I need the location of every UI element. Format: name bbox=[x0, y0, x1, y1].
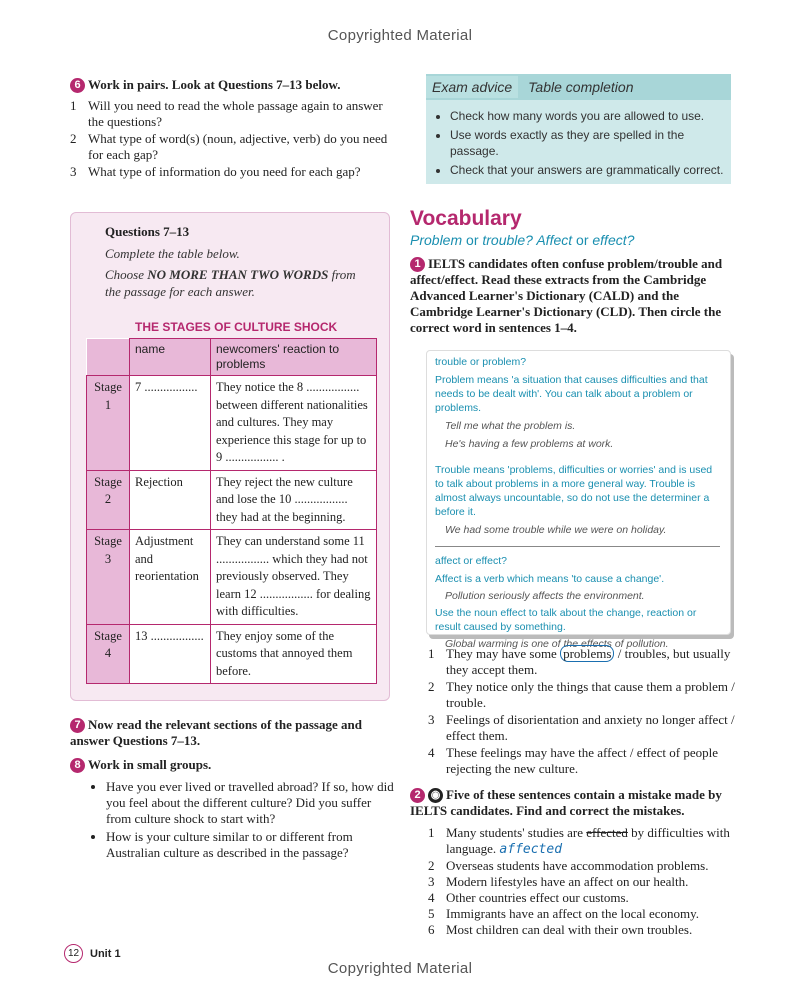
exam-advice-box bbox=[426, 74, 731, 184]
task-v1-heading: 1 IELTS candidates often confuse problem/trouble and affect/effect. Read these extracts from the Cambridge Advanced Learner's Dictionary (CALD) and the Cambridge Learner's Dictionary (CLD). Then circle the correct word in sentences 1–4. bbox=[410, 256, 723, 335]
dict-affect-def: Affect is a verb which means 'to cause a change'. bbox=[435, 573, 665, 585]
instruction-1: Complete the table below. bbox=[105, 246, 240, 261]
stage-cell: Stage 2 bbox=[87, 470, 130, 530]
task-8-bullets bbox=[70, 779, 395, 861]
dict-example: He's having a few problems at work. bbox=[445, 438, 614, 450]
list-item: 1 They may have some problems / troubles, but usually they accept them. bbox=[428, 646, 731, 677]
questions-box bbox=[70, 212, 390, 701]
circled-answer: problems bbox=[560, 645, 614, 662]
dict-heading-trouble: trouble or problem? bbox=[435, 356, 527, 368]
mistake-sentences bbox=[428, 825, 748, 938]
list-item: • Use words exactly as they are spelled in the passage. bbox=[450, 127, 731, 159]
column-header: newcomers' reaction to problems bbox=[211, 339, 377, 376]
reaction-cell: They notice the 8 ................. between different nationalities and cultures. They may experience this stage for up to 9 ................. . bbox=[211, 376, 377, 471]
dict-divider bbox=[435, 546, 720, 547]
task-6-heading: 6 Work in pairs. Look at Questions 7–13 below. bbox=[70, 77, 390, 93]
list-item: • Check that your answers are grammatically correct. bbox=[450, 162, 731, 178]
list-item: • Have you ever lived or travelled abroad? If so, how did you feel about the different culture? Did you suffer from culture shock to start with? bbox=[106, 779, 395, 827]
task-number: 6 bbox=[70, 78, 85, 93]
dict-example: Tell me what the problem is. bbox=[445, 420, 576, 432]
task-number: 8 bbox=[70, 758, 85, 773]
list-item: 2 Overseas students have accommodation problems. bbox=[428, 858, 709, 873]
copyright-top: Copyrighted Material bbox=[327, 27, 473, 44]
task-6 bbox=[70, 77, 390, 181]
dict-example: Pollution seriously affects the environment. bbox=[445, 590, 645, 602]
task-7-heading: 7 Now read the relevant sections of the passage and answer Questions 7–13. bbox=[70, 717, 362, 748]
exam-advice-header bbox=[426, 74, 731, 100]
circle-sentences bbox=[428, 646, 738, 777]
column-header: name bbox=[130, 339, 211, 376]
list-item: 3 What type of information do you need for each gap? bbox=[70, 164, 361, 179]
table-row bbox=[87, 376, 377, 471]
name-cell: Adjustment and reorientation bbox=[130, 530, 211, 625]
task-number: 1 bbox=[410, 257, 425, 272]
table-header-row bbox=[87, 339, 377, 376]
ielts-icon: ◉ bbox=[428, 788, 443, 803]
task-8 bbox=[70, 757, 395, 863]
table-title: THE STAGES OF CULTURE SHOCK bbox=[135, 320, 338, 334]
list-item: 4 Other countries effect our customs. bbox=[428, 890, 629, 905]
unit-label: Unit 1 bbox=[90, 947, 121, 960]
dictionary-box bbox=[426, 350, 731, 650]
page-number: 12 bbox=[64, 944, 83, 963]
name-cell: 13 ................. bbox=[130, 624, 211, 684]
dict-effect-def: Use the noun effect to talk about the change, reaction or result caused by something. bbox=[435, 607, 697, 633]
stage-cell: Stage 1 bbox=[87, 376, 130, 471]
list-item: • How is your culture similar to or different from Australian culture as described in the passage? bbox=[106, 829, 395, 861]
task-8-heading: 8 Work in small groups. bbox=[70, 757, 395, 773]
dict-heading-affect: affect or effect? bbox=[435, 555, 507, 567]
stage-cell: Stage 3 bbox=[87, 530, 130, 625]
task-v2-heading: 2 ◉ Five of these sentences contain a mistake made by IELTS candidates. Find and correct the mistakes. bbox=[410, 787, 722, 818]
reaction-cell: They enjoy some of the customs that annoyed them before. bbox=[211, 624, 377, 684]
reaction-cell: They reject the new culture and lose the 10 ................. they had at the beginning. bbox=[211, 470, 377, 530]
empty-header-cell bbox=[87, 339, 130, 376]
vocabulary-subtitle: Problem or trouble? Affect or effect? bbox=[410, 232, 635, 248]
list-item: • Check how many words you are allowed to use. bbox=[450, 108, 731, 124]
list-item: 1 Will you need to read the whole passage again to answer the questions? bbox=[70, 98, 383, 129]
dict-example: We had some trouble while we were on holiday. bbox=[445, 524, 667, 536]
table-row bbox=[87, 470, 377, 530]
list-item: 1 Many students' studies are effected by difficulties with language. affected bbox=[428, 825, 730, 857]
name-cell: Rejection bbox=[130, 470, 211, 530]
list-item: 3 Modern lifestyles have an affect on our health. bbox=[428, 874, 689, 889]
task-number: 7 bbox=[70, 718, 85, 733]
exam-advice-tips bbox=[426, 108, 731, 178]
task-6-questions bbox=[70, 98, 390, 180]
questions-title: Questions 7–13 bbox=[105, 224, 190, 239]
dict-problem-def: Problem means 'a situation that causes difficulties and that needs to be dealt with'. You can talk about a problem or problems. bbox=[435, 374, 708, 414]
dict-trouble-def: Trouble means 'problems, difficulties or worries' and is used to talk about problems in a more general way. Trouble is almost always uncountable, so do not use the determiner a before it. bbox=[435, 464, 713, 518]
list-item: 3 Feelings of disorientation and anxiety no longer affect / effect them. bbox=[428, 712, 735, 743]
exam-advice-title: Table completion bbox=[528, 79, 634, 95]
struck-word: effected bbox=[586, 825, 628, 840]
exam-advice-tag: Exam advice bbox=[426, 76, 518, 98]
name-cell: 7 ................. bbox=[130, 376, 211, 471]
list-item: 6 Most children can deal with their own troubles. bbox=[428, 922, 693, 937]
dict-example: Global warming is one of the effects of pollution. bbox=[445, 638, 669, 650]
list-item: 4 These feelings may have the affect / effect of people rejecting the new culture. bbox=[428, 745, 719, 776]
table-row bbox=[87, 530, 377, 625]
task-number: 2 bbox=[410, 788, 425, 803]
reaction-cell: They can understand some 11 ................. which they had not previously observed. They learn 12 ................. for dealing with difficulties. bbox=[211, 530, 377, 625]
list-item: 5 Immigrants have an affect on the local economy. bbox=[428, 906, 700, 921]
list-item: 2 They notice only the things that cause them a problem / trouble. bbox=[428, 679, 735, 710]
vocabulary-title: Vocabulary bbox=[410, 207, 522, 230]
table-row bbox=[87, 624, 377, 684]
culture-shock-table bbox=[86, 338, 377, 684]
stage-cell: Stage 4 bbox=[87, 624, 130, 684]
handwritten-correction: affected bbox=[499, 842, 563, 857]
list-item: 2 What type of word(s) (noun, adjective, verb) do you need for each gap? bbox=[70, 131, 388, 162]
dictionary-content bbox=[435, 355, 720, 651]
copyright-bottom: Copyrighted Material bbox=[327, 960, 473, 977]
instruction-2: Choose NO MORE THAN TWO WORDS from the passage for each answer. bbox=[105, 267, 356, 299]
